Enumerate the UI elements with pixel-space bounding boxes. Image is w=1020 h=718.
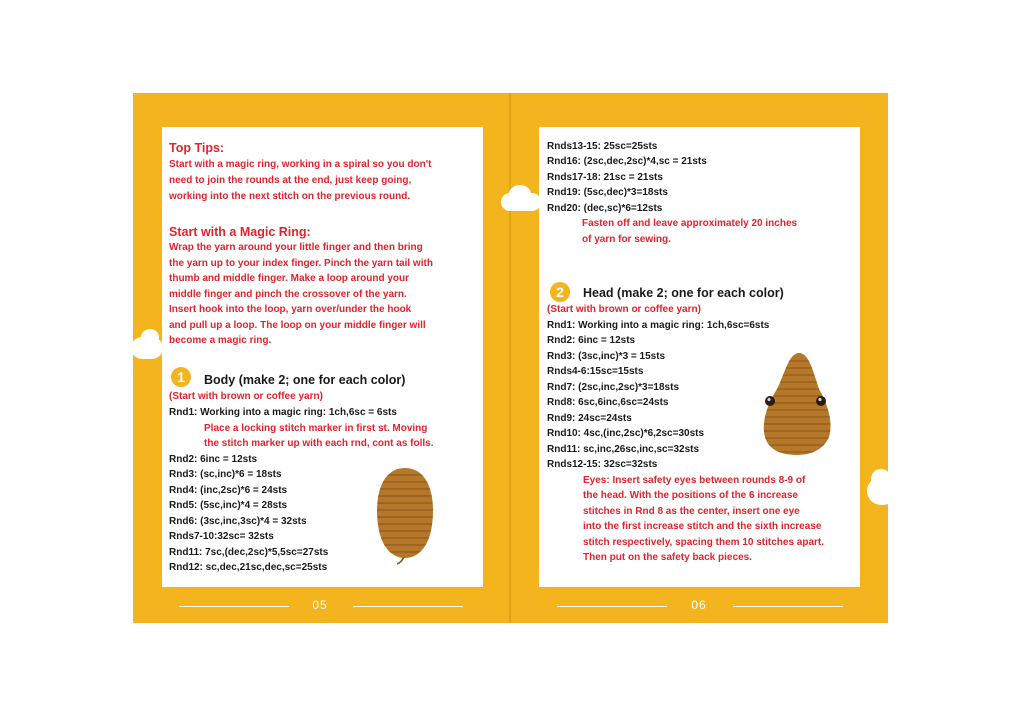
body-round: Rnd4: (inc,2sc)*6 = 24sts (169, 485, 288, 496)
crochet-head-illustration (757, 349, 837, 457)
body-round: Rnd6: (3sc,inc,3sc)*4 = 32sts (169, 516, 307, 527)
footer-line (179, 606, 289, 607)
booklet-spread (133, 93, 888, 623)
footer-line (353, 606, 463, 607)
head-round: Rnd9: 24sc=24sts (547, 413, 632, 424)
magic-ring-line: the yarn up to your index finger. Pinch the yarn tail with (169, 258, 433, 269)
magic-ring-line: thumb and middle finger. Make a loop around your (169, 273, 410, 284)
head-round: Rnd7: (2sc,inc,2sc)*3=18sts (547, 382, 680, 393)
body-round: Rnd1: Working into a magic ring: 1ch,6sc = 6sts (169, 407, 397, 418)
footer-line (557, 606, 667, 607)
magic-ring-title: Start with a Magic Ring: (169, 225, 311, 239)
eyes-note: Then put on the safety back pieces. (583, 552, 752, 563)
head-round: Rnd11: sc,inc,26sc,inc,sc=32sts (547, 444, 700, 455)
body-round: Rnds17-18: 21sc = 21sts (547, 172, 663, 183)
body-round: Rnds7-10:32sc= 32sts (169, 531, 274, 542)
top-tips-line: working into the next stitch on the previous round. (169, 191, 411, 202)
head-round: Rnd3: (3sc,inc)*3 = 15sts (547, 351, 666, 362)
head-section-title: Head (make 2; one for each color) (583, 286, 784, 300)
head-round: Rnds4-6:15sc=15sts (547, 366, 644, 377)
magic-ring-line: become a magic ring. (169, 335, 272, 346)
body-note: Place a locking stitch marker in first st. Moving (204, 423, 428, 434)
magic-ring-line: and pull up a loop. The loop on your middle finger will (169, 320, 426, 331)
body-round: Rnd16: (2sc,dec,2sc)*4,sc = 21sts (547, 156, 707, 167)
body-round: Rnd5: (5sc,inc)*4 = 28sts (169, 500, 288, 511)
page-number: 06 (691, 598, 707, 612)
step-badge-1: 1 (171, 367, 191, 387)
top-tips-line: need to join the rounds at the end, just keep going, (169, 175, 412, 186)
body-round: Rnd3: (sc,inc)*6 = 18sts (169, 469, 282, 480)
cloud-decoration-right-edge-bump (871, 469, 891, 489)
head-subtitle: (Start with brown or coffee yarn) (547, 304, 701, 315)
page-footer-left (133, 598, 509, 614)
cloud-decoration-left-bump (141, 329, 159, 345)
eyes-note: the head. With the positions of the 6 increase (583, 490, 798, 501)
head-round: Rnds12-15: 32sc=32sts (547, 459, 658, 470)
body-subtitle: (Start with brown or coffee yarn) (169, 391, 323, 402)
body-note: Fasten off and leave approximately 20 inches (582, 218, 798, 229)
page-number: 05 (312, 598, 328, 612)
cloud-decoration-right-top-bump (509, 185, 531, 203)
content-panel (539, 127, 860, 587)
body-note: the stitch marker up with each rnd, cont as folls. (204, 438, 434, 449)
page-footer-right (511, 598, 887, 614)
page-05 (133, 93, 509, 623)
eyes-note: stitch respectively, spacing them 10 stitches apart. (583, 537, 825, 548)
body-round: Rnd12: sc,dec,21sc,dec,sc=25sts (169, 562, 328, 573)
eyes-note: Eyes: Insert safety eyes between rounds 8-9 of (583, 475, 806, 486)
head-round: Rnd10: 4sc,(inc,2sc)*6,2sc=30sts (547, 428, 705, 439)
step-badge-2: 2 (550, 282, 570, 302)
top-tips-title: Top Tips: (169, 141, 225, 155)
footer-line (733, 606, 843, 607)
head-round: Rnd2: 6inc = 12sts (547, 335, 636, 346)
magic-ring-line: middle finger and pinch the crossover of the yarn. (169, 289, 407, 300)
crochet-body-illustration (370, 465, 440, 565)
head-round: Rnd1: Working into a magic ring: 1ch,6sc=6sts (547, 320, 770, 331)
eyes-note: stitches in Rnd 8 as the center, insert one eye (583, 506, 800, 517)
content-panel (162, 127, 483, 587)
page-06 (511, 93, 888, 623)
body-round: Rnd11: 7sc,(dec,2sc)*5,5sc=27sts (169, 547, 329, 558)
magic-ring-line: Wrap the yarn around your little finger and then bring (169, 242, 423, 253)
body-round: Rnds13-15: 25sc=25sts (547, 141, 658, 152)
body-round: Rnd2: 6inc = 12sts (169, 454, 258, 465)
eyes-note: into the first increase stitch and the sixth increase (583, 521, 822, 532)
body-round: Rnd19: (5sc,dec)*3=18sts (547, 187, 668, 198)
body-section-title: Body (make 2; one for each color) (204, 373, 406, 387)
magic-ring-line: Insert hook into the loop, yarn over/under the hook (169, 304, 412, 315)
top-tips-line: Start with a magic ring, working in a spiral so you don't (169, 159, 432, 170)
body-note: of yarn for sewing. (582, 234, 671, 245)
body-round: Rnd20: (dec,sc)*6=12sts (547, 203, 663, 214)
head-round: Rnd8: 6sc,6inc,6sc=24sts (547, 397, 669, 408)
